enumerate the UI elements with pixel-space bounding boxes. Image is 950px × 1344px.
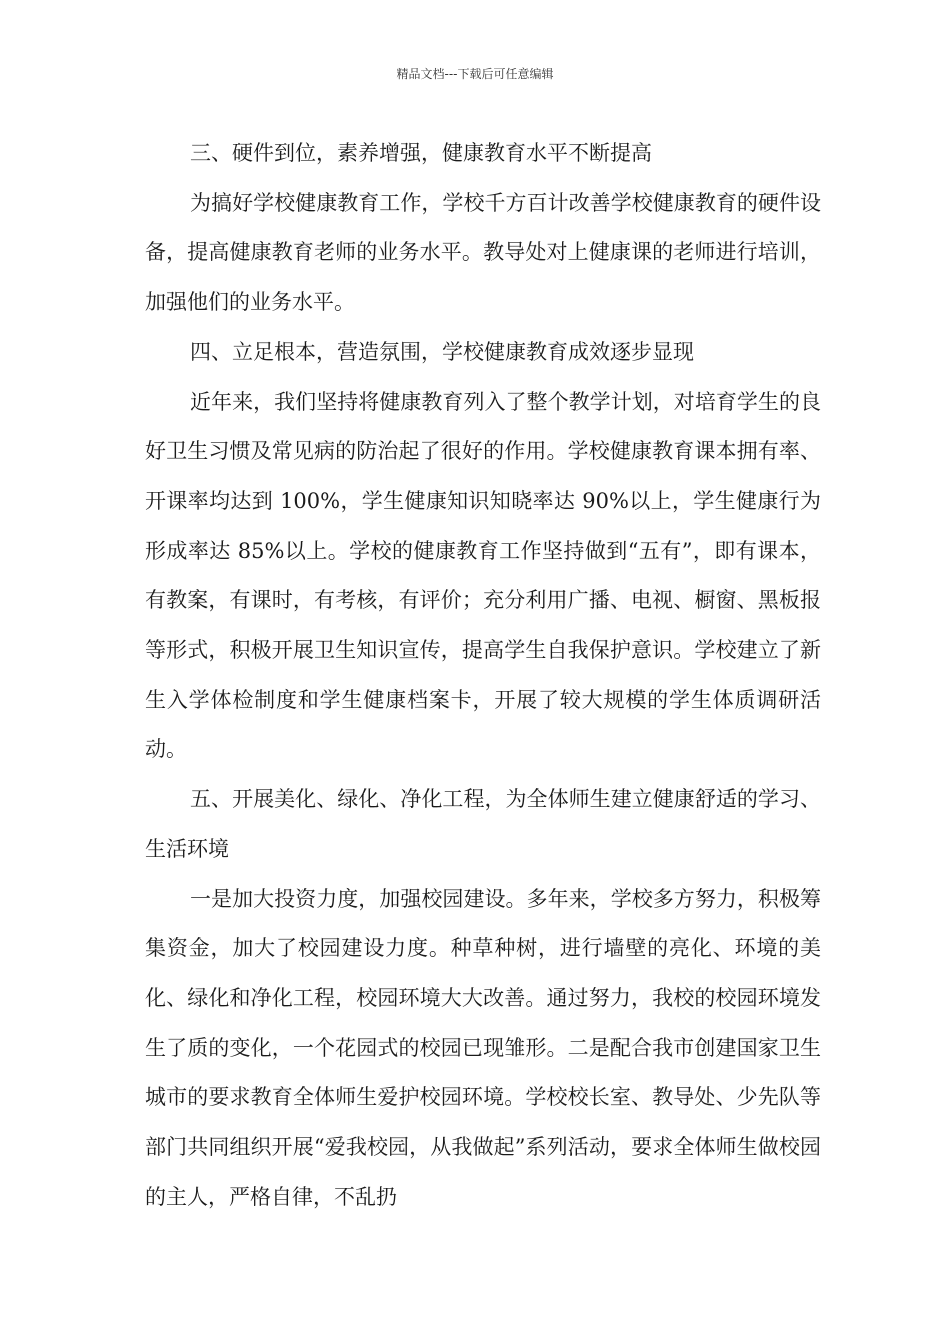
document-body — [145, 129, 821, 1222]
page-header: 精品文档---下载后可任意编辑 — [396, 67, 554, 81]
paragraph: 为搞好学校健康教育工作，学校千方百计改善学校健康教育的硬件设备，提高健康教育老师的业务水平。教导处对上健康课的老师进行培训，加强他们的业务水平。 — [145, 190, 821, 315]
paragraph: 一是加大投资力度，加强校园建设。多年来，学校多方努力，积极筹集资金，加大了校园建设力度。种草种树，进行墙壁的亮化、环境的美化、绿化和净化工程，校园环境大大改善。通过努力，我校的校园环境发生了质的变化，一个花园式的校园已现雏形。二是配合我市创建国家卫生城市的要求教育全体师生爱护校园环境。学校校长室、教导处、少先队等部门共同组织开展“爱我校园，从我做起”系列活动，要求全体师生做校园的主人，严格自律，不乱扔 — [145, 886, 821, 1209]
section-heading-4: 四、立足根本，营造氛围，学校健康教育成效逐步显现 — [190, 339, 694, 364]
section-heading-3: 三、硬件到位，素养增强，健康教育水平不断提高 — [190, 141, 652, 165]
paragraph: 近年来，我们坚持将健康教育列入了整个教学计划，对培育学生的良好卫生习惯及常见病的防治起了很好的作用。学校健康教育课本拥有率、开课率均达到 100%，学生健康知识知晓率达 90%以上，学生健康行为形成率达 85%以上。学校的健康教育工作坚持做到“五有”，即有课本，有教案，有课时，有考核，有评价；充分利用广播、电视、橱窗、黑板报等形式，积极开展卫生知识宣传，提高学生自我保护意识。学校建立了新生入学体检制度和学生健康档案卡，开展了较大规模的学生体质调研活动。 — [145, 389, 821, 762]
section-heading-5: 五、开展美化、绿化、净化工程，为全体师生建立健康舒适的学习、生活环境 — [145, 787, 821, 861]
